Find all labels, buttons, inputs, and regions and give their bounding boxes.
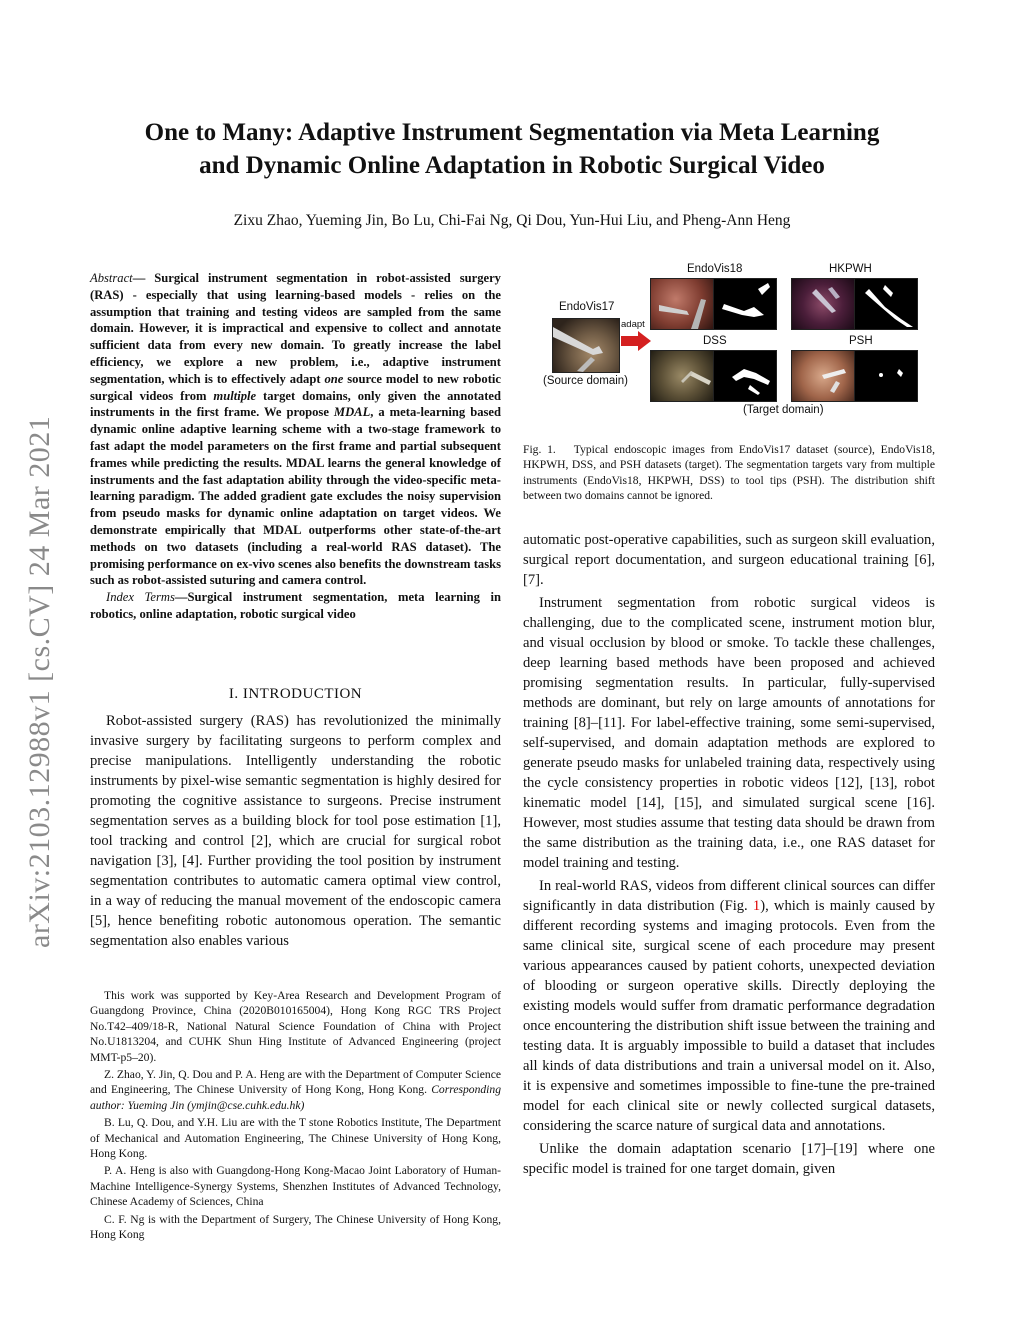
abstract-text: target domains, only given the annotated instruments in the first frame. We propose	[90, 388, 501, 420]
caption-number: Fig. 1.	[523, 443, 556, 456]
arxiv-stamp: arXiv:2103.12988v1 [cs.CV] 24 Mar 2021	[23, 415, 56, 948]
segmentation-mask-icon	[714, 279, 776, 329]
abstract-dash: —	[132, 271, 155, 285]
intro-paragraph: In real-world RAS, videos from different clinical sources can differ significantly in data distribution (Fig. 1), which is mainly caused by different recording systems and imaging protocols. Even from the same clinical site, surgical scene of each procedure may present various appearances caused by patient cohorts, unexpected deviation of blooding or surgeon operative skills. Directly deploying the existing models would suffer from dramatic performance degradation once encountering the distribution shift issue between the training and testing data. It is arguably impossible to build a dataset that includes all kinds of data distributions and train a universal model on it. Also, it is expensive and sometimes impossible to fine-tune the pre-trained model for each clinical site or newly collected surgical datasets, considering the scarce nature of surgical data and annotations.	[523, 878, 935, 1134]
index-terms-label: Index Terms	[106, 590, 175, 605]
endovis18-label: EndoVis18	[687, 263, 743, 275]
dss-image	[650, 350, 714, 402]
abstract-text: , a meta-learning based dynamic online adaptive learning scheme with a two-stage framework to fast adapt the model parameters on the first frame and partial subsequent frames while predicting the results. MDAL learns the general knowledge of instruments and the fast adaptation ability through the video-specific meta-learning paradigm. The added gradient gate excludes the noisy supervision from pseudo masks for dynamic online adaptation on target videos. We demonstrate empirically that MDAL outperforms other state-of-the-art methods on two datasets (including a real-world RAS dataset). The promising performance on ex-vivo scenes also benefits the downstream tasks such as robot-assisted suturing and camera control.	[90, 405, 501, 588]
surgical-tool-icon	[553, 319, 619, 372]
surgical-tool-icon	[651, 351, 713, 401]
segmentation-mask-icon	[714, 351, 776, 401]
abstract-emph: multiple	[213, 388, 257, 403]
footnote-affiliation: Z. Zhao, Y. Jin, Q. Dou and P. A. Heng are with the Department of Computer Science and Engineering, The Chinese University of Hong Kong, Hong Kong. Corresponding author: Yueming Jin (ymjin@cse.cuhk.edu.hk)	[90, 1068, 501, 1112]
surgical-tool-icon	[792, 279, 854, 329]
endovis18-image	[650, 278, 714, 330]
intro-right-column	[523, 530, 935, 1179]
psh-image	[791, 350, 855, 402]
footnote-affiliation: C. F. Ng is with the Department of Surgery, The Chinese University of Hong Kong, Hong Kong	[90, 1212, 501, 1242]
figure-1-caption	[523, 442, 935, 504]
intro-paragraph: Unlike the domain adaptation scenario [17]–[19] where one specific model is trained for one target domain, given	[523, 1141, 935, 1177]
footnote-funding: This work was supported by Key-Area Research and Development Program of Guangdong Province, China (2020B010165004), Hong Kong RGC TRS Project No.T42–409/18-R, National Natural Science Foundation of China with Project No.U1813204, and CUHK Shun Hing Institute of Advanced Engineering (project MMT-p5–20).	[90, 989, 501, 1064]
endovis17-image	[552, 318, 620, 373]
abstract	[90, 270, 501, 623]
surgical-tool-icon	[651, 279, 713, 329]
segmentation-mask-icon	[855, 351, 917, 401]
abstract-label: Abstract	[90, 271, 133, 285]
adapt-arrow-icon	[621, 331, 651, 351]
title-line-1: One to Many: Adaptive Instrument Segmentation via Meta Learning	[144, 119, 880, 146]
figure-1	[523, 258, 935, 418]
dss-label: DSS	[703, 335, 727, 347]
abstract-text: Surgical instrument segmentation in robot-assisted surgery (RAS) - especially that using learning-based models - relies on the assumption that training and testing videos are sampled from the same domain. However, it is impractical and expensive to collect and annotate sufficient data from every new domain. To greatly increase the label efficiency, we explore a new problem, i.e., adaptive instrument segmentation, which is to effectively adapt	[90, 271, 501, 386]
intro-paragraph: Instrument segmentation from robotic surgical videos is challenging, due to the complicated scene, instrument motion blur, and visual occlusion by blood or smoke. To tackle these challenges, deep learning based methods have been proposed and achieved promising segmentation results. In particular, fully-supervised methods are dominant, but rely on large amounts of annotations for training [8]–[11]. For label-effective training, some semi-supervised, self-supervised, and domain adaptation methods are explored to generate pseudo masks for unlabeled training data, respectively using the cycle consistency properties in robotic videos [12], [13], robot kinematic model [14], [15], and simulated surgical scene [16]. However, most studies assume that testing data should be drawn from the same distribution as the training data, i.e., one RAS dataset for model training and testing.	[523, 595, 935, 871]
paper-title	[80, 116, 944, 182]
footnote-affiliation: P. A. Heng is also with Guangdong-Hong Kong-Macao Joint Laboratory of Human-Machine Intelligence-Synergy Systems, Shenzhen Institutes of Advanced Technology, Chinese Academy of Sciences, China	[90, 1164, 501, 1209]
hkpwh-mask	[854, 278, 918, 330]
endovis18-mask	[713, 278, 777, 330]
caption-text: Typical endoscopic images from EndoVis17 dataset (source), EndoVis18, HKPWH, DSS, and PSH datasets (target). The segmentation targets vary from multiple instruments (EndoVis18, HKPWH, DSS) to tool tips (PSH). The distribution shift between two domains cannot be ignored.	[523, 443, 935, 503]
abstract-emph: MDAL	[333, 405, 371, 420]
intro-left-column	[90, 711, 501, 951]
author-list: Zixu Zhao, Yueming Jin, Bo Lu, Chi-Fai Ng, Qi Dou, Yun-Hui Liu, and Pheng-Ann Heng	[233, 212, 791, 229]
title-line-2: and Dynamic Online Adaptation in Robotic Surgical Video	[199, 152, 825, 179]
segmentation-mask-icon	[855, 279, 917, 329]
psh-mask	[854, 350, 918, 402]
corresponding-author: Corresponding author: Yueming Jin (ymjin@cse.cuhk.edu.hk)	[90, 1083, 501, 1112]
index-terms-text: —Surgical instrument segmentation, meta learning in robotics, online adaptation, robotic surgical video	[90, 590, 501, 621]
abstract-emph: one	[324, 371, 344, 386]
hkpwh-image	[791, 278, 855, 330]
source-domain-label: (Source domain)	[543, 375, 629, 387]
adapt-label: adapt	[621, 319, 645, 330]
surgical-tool-icon	[792, 351, 854, 401]
intro-paragraph: Robot-assisted surgery (RAS) has revolutionized the minimally invasive surgery by facilitating surgeons to perform complex and precise manipulations. Intelligently understanding the robotic instruments by pixel-wise semantic segmentation is highly desired for promoting the cognitive assistance to surgeons. Precise instrument segmentation serves as a building block for tool pose estimation [1], tool tracking and control [2], which are crucial for surgical robot navigation [3], [4]. Further providing the tool position by instrument segmentation contributes to automatic camera optimal view control, in a way of reducing the manual movement of the endoscopic camera [5], hence benefiting robotic autonomous operation. The semantic segmentation also enables various	[90, 713, 501, 949]
section-heading-introduction: I. INTRODUCTION	[228, 686, 363, 702]
intro-paragraph: automatic post-operative capabilities, such as surgeon skill evaluation, surgical report documentation, and surgeon educational training [6], [7].	[523, 532, 935, 588]
footnote-affiliation: B. Lu, Q. Dou, and Y.H. Liu are with the T stone Robotics Institute, The Department of Mechanical and Automation Engineering, The Chinese University of Hong Kong, Hong Kong.	[90, 1116, 501, 1161]
psh-label: PSH	[849, 335, 873, 347]
footnotes	[90, 988, 501, 1245]
abstract-text: source model to new robotic surgical videos from	[90, 371, 501, 403]
source-name-label: EndoVis17	[559, 301, 615, 313]
target-domain-label: (Target domain)	[743, 404, 824, 416]
figure-1-link[interactable]: 1	[752, 898, 761, 914]
dss-mask	[713, 350, 777, 402]
hkpwh-label: HKPWH	[829, 263, 872, 275]
